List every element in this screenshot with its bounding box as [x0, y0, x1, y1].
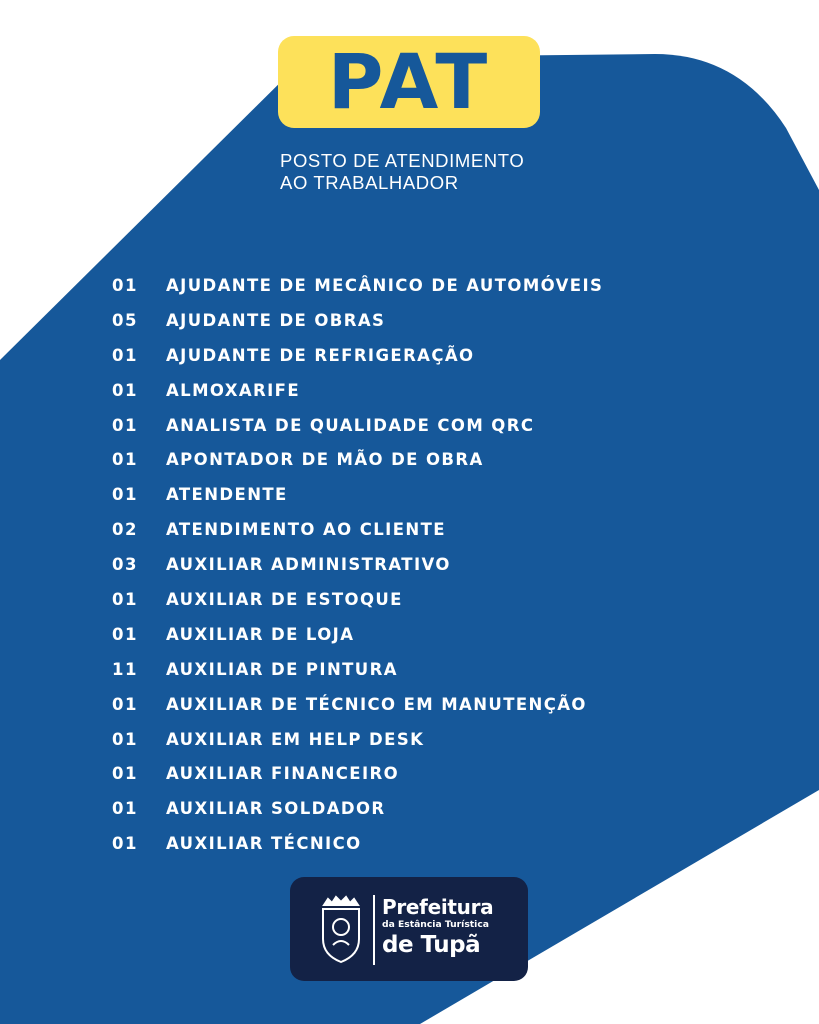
- logo-line-1: Prefeitura: [382, 895, 494, 919]
- job-row: [112, 547, 672, 582]
- job-title: ANALISTA DE QUALIDADE COM QRC: [166, 415, 535, 435]
- subtitle-line-2: AO TRABALHADOR: [280, 172, 459, 193]
- job-title: AUXILIAR SOLDADOR: [166, 799, 386, 819]
- city-crest-icon: [318, 895, 364, 965]
- job-quantity: 01: [112, 764, 138, 784]
- prefeitura-logo: [290, 877, 528, 981]
- job-title: AJUDANTE DE OBRAS: [166, 310, 386, 330]
- job-quantity: 01: [112, 380, 138, 400]
- job-title: AUXILIAR DE TÉCNICO EM MANUTENÇÃO: [166, 694, 587, 714]
- job-quantity: 01: [112, 345, 138, 365]
- job-title: AUXILIAR DE ESTOQUE: [166, 589, 403, 609]
- job-quantity: 01: [112, 799, 138, 819]
- job-title: AUXILIAR FINANCEIRO: [166, 764, 400, 784]
- job-row: [112, 756, 672, 791]
- job-row: [112, 442, 672, 477]
- job-row: [112, 268, 672, 303]
- logo-text: [382, 896, 493, 958]
- job-quantity: 03: [112, 555, 138, 575]
- job-title: ATENDENTE: [166, 485, 288, 505]
- job-title: AUXILIAR EM HELP DESK: [166, 729, 425, 749]
- job-title: AJUDANTE DE REFRIGERAÇÃO: [166, 345, 475, 365]
- job-row: [112, 512, 672, 547]
- job-quantity: 01: [112, 624, 138, 644]
- job-title: AUXILIAR DE LOJA: [166, 624, 355, 644]
- job-row: [112, 477, 672, 512]
- job-title: AUXILIAR DE PINTURA: [166, 659, 398, 679]
- page-title: PAT: [327, 37, 491, 126]
- pat-badge: [278, 36, 540, 128]
- job-quantity: 01: [112, 834, 138, 854]
- job-row: [112, 722, 672, 757]
- job-quantity: 01: [112, 485, 138, 505]
- job-quantity: 02: [112, 520, 138, 540]
- job-row: [112, 582, 672, 617]
- subtitle: [280, 150, 524, 194]
- job-row: [112, 687, 672, 722]
- job-list: [112, 268, 672, 861]
- job-title: AUXILIAR ADMINISTRATIVO: [166, 555, 451, 575]
- job-title: AUXILIAR TÉCNICO: [166, 834, 362, 854]
- job-quantity: 01: [112, 450, 138, 470]
- job-quantity: 11: [112, 659, 138, 679]
- job-row: [112, 303, 672, 338]
- subtitle-line-1: POSTO DE ATENDIMENTO: [280, 150, 525, 171]
- job-row: [112, 652, 672, 687]
- job-title: ALMOXARIFE: [166, 380, 301, 400]
- logo-divider: [373, 895, 375, 965]
- job-quantity: 01: [112, 415, 138, 435]
- job-quantity: 01: [112, 729, 138, 749]
- job-quantity: 01: [112, 275, 138, 295]
- job-row: [112, 338, 672, 373]
- job-title: AJUDANTE DE MECÂNICO DE AUTOMÓVEIS: [166, 275, 604, 295]
- job-row: [112, 408, 672, 443]
- job-row: [112, 791, 672, 826]
- logo-line-2: da Estância Turística: [382, 919, 489, 930]
- logo-line-3: de Tupã: [382, 932, 481, 958]
- job-row: [112, 617, 672, 652]
- job-row: [112, 826, 672, 861]
- job-row: [112, 373, 672, 408]
- job-quantity: 01: [112, 694, 138, 714]
- job-title: APONTADOR DE MÃO DE OBRA: [166, 450, 484, 470]
- job-quantity: 05: [112, 310, 138, 330]
- job-title: ATENDIMENTO AO CLIENTE: [166, 520, 446, 540]
- job-quantity: 01: [112, 589, 138, 609]
